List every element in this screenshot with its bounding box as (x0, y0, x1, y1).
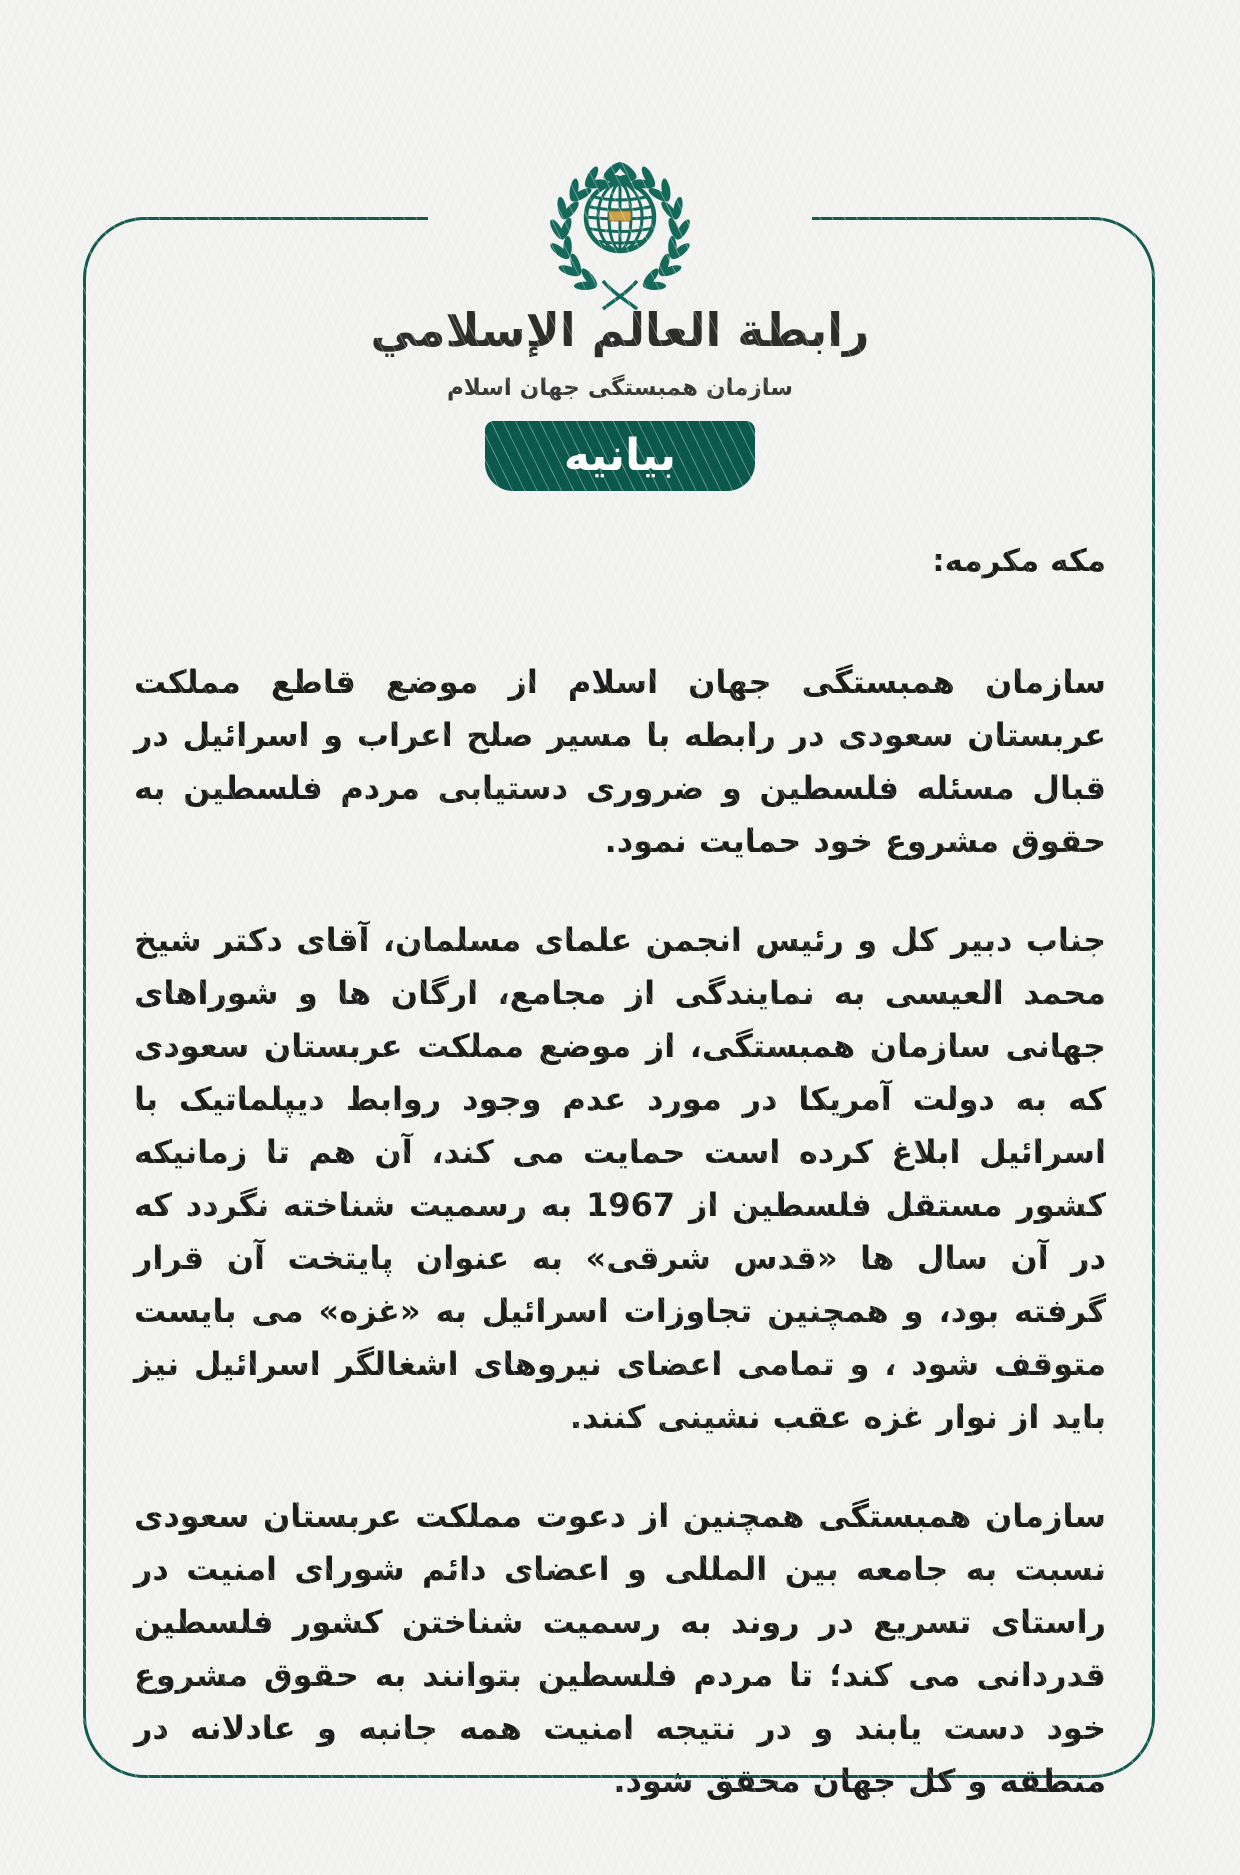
paragraph-1: سازمان همبستگی جهان اسلام از موضع قاطع مملکت عربستان سعودی در رابطه با مسیر صلح اعراب و اسرائیل در قبال مسئله فلسطین و ضروری دستیابی مردم فلسطین به حقوق مشروع خود حمایت نمود. (134, 663, 1106, 860)
salutation: مکه مکرمه: (932, 543, 1106, 579)
paragraph-3: سازمان همبستگی همچنین از دعوت مملکت عربستان سعودی نسبت به جامعه بین المللی و اعضای دائم شورای امنیت در راستای تسریع در روند به رسمیت شناختن کشور فلسطین قدردانی می کند؛ تا مردم فلسطین بتوانند به حقوق مشروع خود دست یابند و در نتیجه امنیت همه جانبه و عادلانه در منطقه و کل جهان محقق شود. (134, 1497, 1106, 1800)
muslim-world-league-emblem (545, 155, 695, 315)
statement-body (134, 540, 1106, 1854)
statement-banner-label: بیانیه (563, 430, 677, 481)
paragraph-2: جناب دبیر کل و رئیس انجمن علمای مسلمان، آقای دکتر شیخ محمد العیسی به نمایندگی از مجامع، ارگان ها و شوراهای جهانی سازمان همبستگی، از موضع مملکت عربستان سعودی که به دولت آمریکا در مورد عدم وجود روابط دیپلماتیک با اسرائیل ابلاغ کرده است حمایت می کند، آن هم تا زمانیکه کشور مستقل فلسطین از 1967 به رسمیت شناخته نگردد که در آن سال ها «قدس شرقی» به عنوان پایتخت آن قرار گرفته بود، و همچنین تجاوزات اسرائیل به «غزه» می بایست متوقف شود ، و تمامی اعضای نیروهای اشغالگر اسرائیل نیز باید از نوار غزه عقب نشینی کنند. (134, 921, 1107, 1436)
kaaba-band (609, 211, 631, 221)
org-name-persian: سازمان همبستگی جهان اسلام (446, 375, 794, 401)
org-name-arabic-calligraphy: رابطة العالم الإسلامي (370, 303, 870, 357)
statement-banner (485, 421, 755, 491)
